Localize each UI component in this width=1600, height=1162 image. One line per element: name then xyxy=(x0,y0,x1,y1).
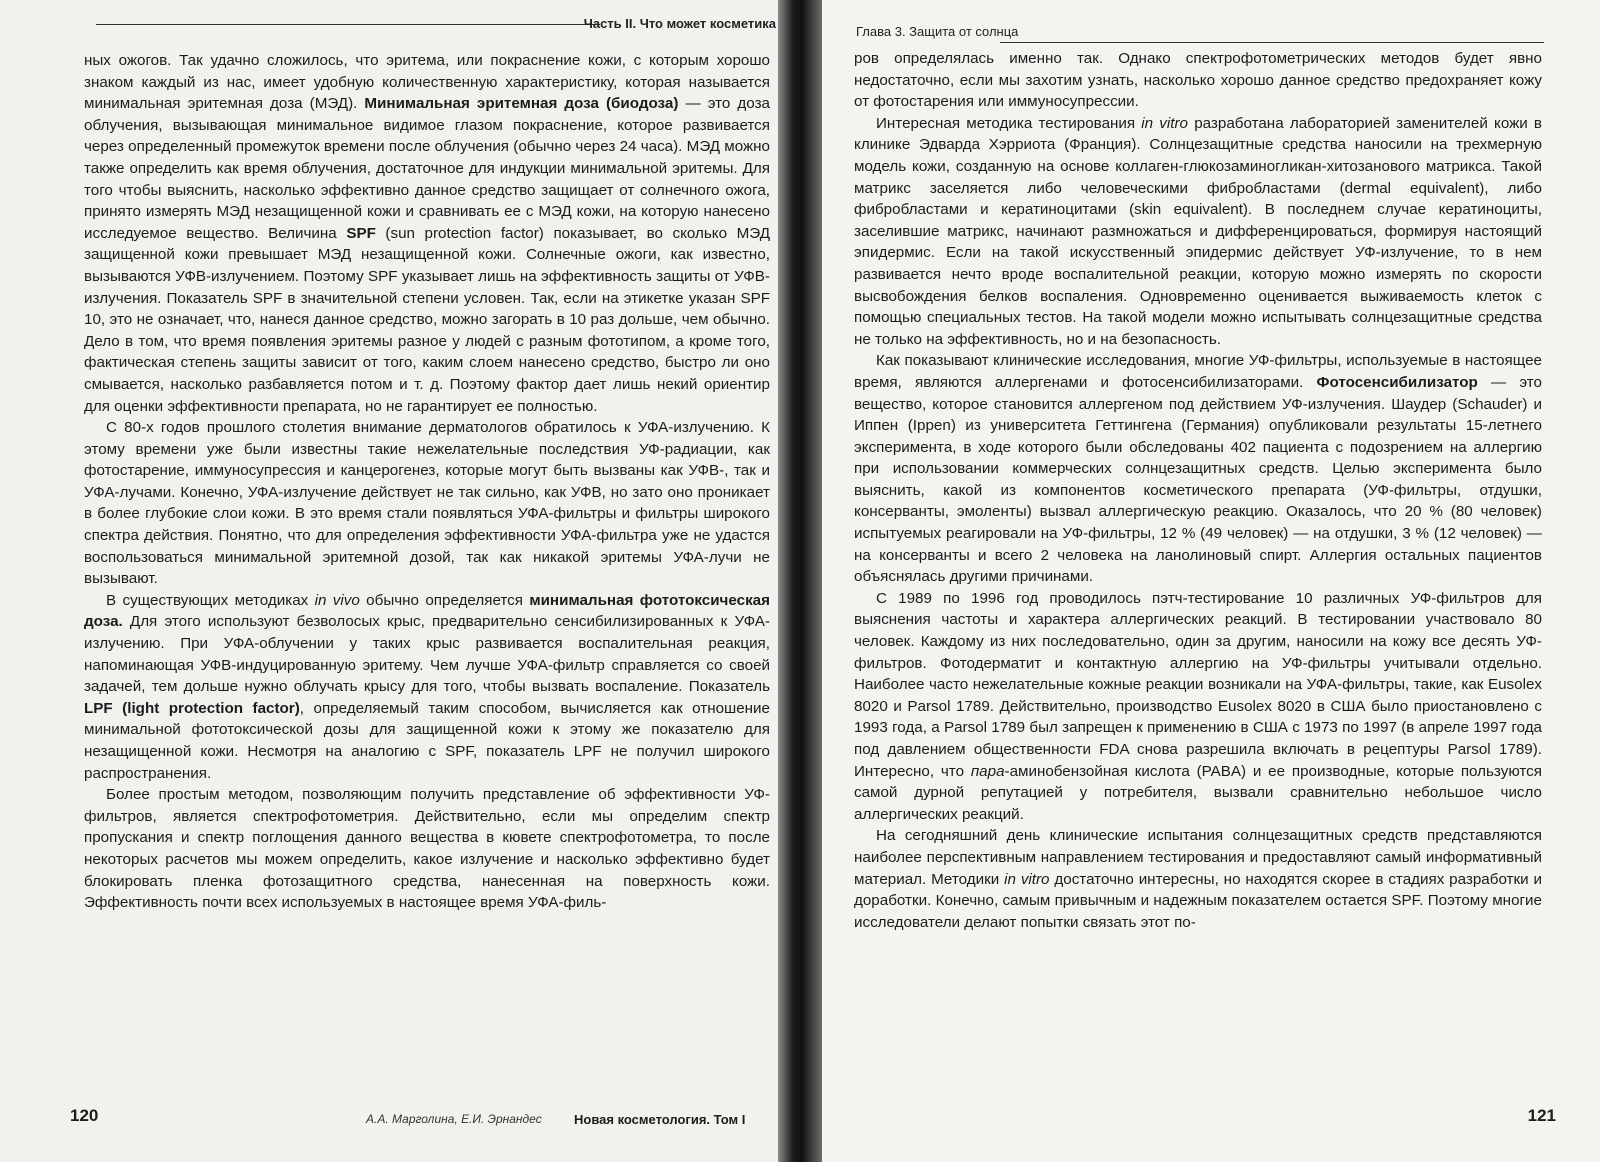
left-page-body xyxy=(84,50,770,914)
term-bold: минимальная фототоксическая доза. xyxy=(84,591,770,631)
page-number-right: 121 xyxy=(1527,1106,1556,1125)
page-number-left: 120 xyxy=(70,1106,99,1125)
paragraph: С 1989 по 1996 год проводилось пэтч-тестирование 10 различных УФ-фильтров для выяснения частоты и характера аллергических реакций. В тестировании участвовало 80 человек. Каждому из них последовательно, один за другим, наносили на кожу все десять УФ-фильтров. Фотодерматит и контактную аллергию на УФ-фильтры учитывали отдельно. Наиболее часто нежелательные кожные реакции возникали на УФА-фильтры, такие, как Eusolex 8020 и Parsol 1789. Действительно, производство Eusolex 8020 в США было приостановлено с 1993 года, а Parsol 1789 был запрещен к применению в США с 1973 по 1997 (в апреле 1997 года под давлением общественности FDA снова разрешила включать в рецептуры Parsol 1789). Интересно, что пара-аминобензойная кислота (PABA) и ее производные, которые пользуются самой дурной репутацией у потребителя, вызвали сравнительно небольшое число аллергических реакций. xyxy=(854,589,1542,823)
running-header-left: Часть II. Что может косметика xyxy=(583,16,776,31)
right-page xyxy=(810,0,1600,1162)
header-rule xyxy=(96,24,600,25)
paragraph: ных ожогов. Так удачно сложилось, что эритема, или покраснение кожи, с которым хорошо знаком каждый из нас, имеет удобную количественную характеристику, которая называется минимальная эритемная доза (МЭД). Минимальная эритемная доза (биодоза) — это доза облучения, вызывающая минимальное видимое глазом покраснение, которое развивается через определенный промежуток времени после облучения (обычно через 24 часа). МЭД можно также определить как время облучения, достаточное для индукции минимальной эритемы. Для того чтобы выяснить, насколько эффективно данное средство защищает от солнечного ожога, принято измерять МЭД незащищенной кожи и сравнивать ее с МЭД кожи, на которую нанесено исследуемое вещество. Величина SPF (sun protection factor) показывает, во сколько МЭД защищенной кожи превышает МЭД незащищенной кожи. Солнечные ожоги, как известно, вызываются УФВ-излучением. Поэтому SPF указывает лишь на эффективность защиты от УФВ-излучения. Показатель SPF в значительной степени условен. Так, если на этикетке указан SPF 10, это не означает, что, нанеся данное средство, можно загорать в 10 раз дольше, чем обычно. Дело в том, что время появления эритемы разное у людей с разным фототипом, а кроме того, фактическая степень защиты зависит от того, каким слоем нанесено средство, быстро ли оно смывается, насколько разбавляется потом и т. д. Поэтому фактор дает лишь некий ориентир для оценки эффективности препарата, но не гарантирует ее полностью. xyxy=(84,52,770,415)
paragraph: В существующих методиках in vivo обычно определяется минимальная фототоксическая доза. Для этого используют безволосых крыс, предварительно сенсибилизированных к УФА-излучению. При УФА-облучении у таких крыс развивается воспалительная реакция, напоминающая УФВ-индуцированную эритему. Чем лучше УФА-фильтр справляется со своей задачей, тем дольше нужно облучать крысу для того, чтобы вызвать воспаление. Показатель LPF (light protection factor), определяемый таким способом, вычисляется как отношение минимальной фототоксической дозы для защищенной кожи к этому же показателю для незащищенной кожи. Несмотря на аналогию с SPF, показатель LPF не получил широкого распространения. xyxy=(84,591,770,782)
footer-authors: А.А. Марголина, Е.И. Эрнандес xyxy=(366,1112,542,1126)
term-bold: Фотосенсибилизатор xyxy=(1316,373,1478,391)
left-page xyxy=(0,0,790,1162)
paragraph: Более простым методом, позволяющим получить представление об эффективности УФ-фильтров, является спектрофотометрия. Действительно, если мы определим спектр пропускания и спектр поглощения данного вещества в кювете спектрофотометра, то после некоторых расчетов мы можем определить, какое излучение и насколько эффективно будет блокировать пленка фотозащитного средства, нанесенная на поверхность кожи. Эффективность почти всех используемых в настоящее время УФА-филь- xyxy=(84,786,770,912)
paragraph: На сегодняшний день клинические испытания солнцезащитных средств представляются наиболее перспективным направлением тестирования и предоставляют самый информативный материал. Методики in vitro достаточно интересны, но находятся скорее в стадиях разработки и доработки. Конечно, самым привычным и надежным показателем остается SPF. Поэтому многие исследователи делают попытки связать этот по- xyxy=(854,827,1542,931)
term-bold: SPF xyxy=(346,224,376,242)
book-gutter xyxy=(778,0,822,1162)
term-bold: LPF (light protection factor) xyxy=(84,699,300,717)
paragraph: С 80-х годов прошлого столетия внимание дерматологов обратилось к УФА-излучению. К этому времени уже были известны такие нежелательные последствия УФ-радиации, как фотостарение, иммуносупрессия и канцерогенез, которые могут быть вызваны как УФВ-, так и УФА-лучами. Конечно, УФА-излучение действует не так сильно, как УФВ, но зато оно проникает в более глубокие слои кожи. В это время стали появляться УФА-фильтры и фильтры широкого спектра действия. Понятно, что для определения эффективности УФА-фильтра уже не удастся воспользоваться минимальной эритемной дозой, так как никакой эритемы УФА-лучи не вызывают. xyxy=(84,419,770,588)
footer-book-title: Новая косметология. Том I xyxy=(574,1112,746,1127)
term-bold: Минимальная эритемная доза (биодоза) xyxy=(364,95,679,113)
paragraph: ров определялась именно так. Однако спектрофотометрических методов будет явно недостаточно, если мы захотим узнать, насколько хорошо данное средство предохраняет кожу от фотостарения или иммуносупрессии. xyxy=(854,50,1542,111)
paragraph: Интересная методика тестирования in vitro разработана лабораторией заменителей кожи в клинике Эдварда Хэрриота (Франция). Солнцезащитные средства наносили на трехмерную модель кожи, созданную на основе коллаген-глюкозаминогликан-хитозанового матрикса. Такой матрикс заселяется либо человеческими фибробластами (dermal equivalent), либо фибробластами и кератиноцитами (skin equivalent). В последнем случае кератиноциты, заселившие матрикс, начинают размножаться и дифференцироваться, формируя настоящий эпидермис. Если на такой искусственный эпидермис действует УФ-излучение, то в нем развивается нечто вроде воспалительной реакции, которую можно измерять по скорости высвобождения белков воспаления. Одновременно оценивается выживаемость клеток с помощью специальных тестов. На такой модели можно испытывать солнцезащитные средства не только на эффективность, но и на безопасность. xyxy=(854,114,1542,348)
paragraph: Как показывают клинические исследования, многие УФ-фильтры, используемые в настоящее время, являются аллергенами и фотосенсибилизаторами. Фотосенсибилизатор — это вещество, которое становится аллергеном под действием УФ-излучения. Шаудер (Schauder) и Иппен (Ippen) из университета Геттингена (Германия) опубликовали результаты 15-летнего эксперимента, в ходе которого были обследованы 402 пациента с подозрением на аллергию при использовании коммерческих солнцезащитных средств. Целью эксперимента было выяснить, какой из компонентов косметического препарата (УФ-фильтры, отдушки, консерванты, эмоленты) вызвал аллергическую реакцию. Оказалось, что 20 % (80 человек) испытуемых реагировали на УФ-фильтры, 12 % (49 человек) — на отдушки, 3 % (12 человек) — на консерванты и всего 2 человека на ланолиновый спирт. Аллергия остальных пациентов объяснялась другими причинами. xyxy=(854,352,1542,586)
right-page-body xyxy=(854,48,1542,933)
header-rule xyxy=(1000,42,1544,43)
running-header-right: Глава 3. Защита от солнца xyxy=(856,24,1019,39)
